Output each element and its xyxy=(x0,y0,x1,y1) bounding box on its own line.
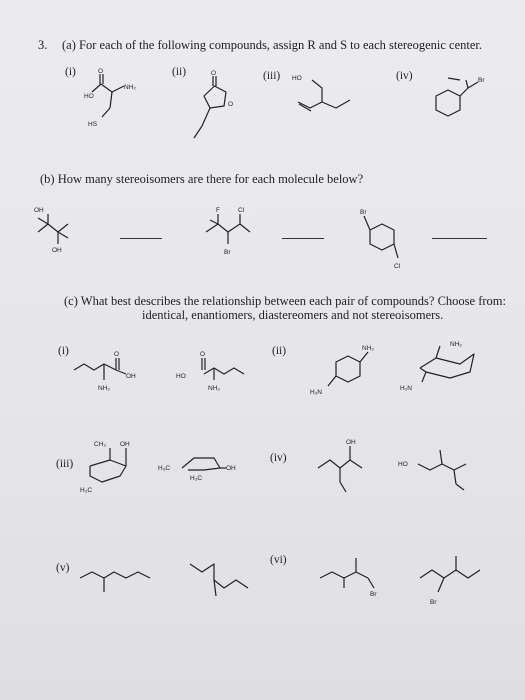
molecule-c-iv-right xyxy=(398,436,488,496)
molecule-a-i xyxy=(80,62,160,132)
oxygen-label: O xyxy=(98,68,104,75)
nh2-label: NH₂ xyxy=(450,341,462,348)
cl-label: Cl xyxy=(238,207,245,214)
molecule-c-iii-right xyxy=(158,446,238,496)
label-c-iv: (iv) xyxy=(270,452,287,464)
molecule-c-vi-right xyxy=(412,546,502,616)
ring-o-label: O xyxy=(228,101,234,108)
nh2-label: NH₂ xyxy=(98,385,110,392)
molecule-c-ii-left xyxy=(310,338,390,408)
br-label: Br xyxy=(370,591,377,598)
molecule-c-ii-right xyxy=(400,338,500,408)
molecule-c-v-right xyxy=(186,552,266,612)
part-b-prompt: (b) How many stereoisomers are there for each molecule below? xyxy=(40,172,364,186)
label-a-iii: (iii) xyxy=(263,70,281,82)
nh2-label: NH₂ xyxy=(362,345,374,352)
cl-label: Cl xyxy=(394,263,401,270)
nh2-label: NH₂ xyxy=(124,84,136,91)
f-label: F xyxy=(216,207,220,214)
h2n-label: H₂N xyxy=(400,385,412,392)
ho-label: HO xyxy=(292,75,302,82)
oh-label: OH xyxy=(52,247,62,254)
molecule-c-iii-left xyxy=(80,436,150,506)
label-c-v: (v) xyxy=(56,562,70,574)
oh-label: OH xyxy=(126,373,136,380)
br-label: Br xyxy=(430,599,437,606)
molecule-a-iii xyxy=(290,66,380,126)
h3c-label: H₃C xyxy=(190,475,203,482)
label-c-ii: (ii) xyxy=(272,345,287,357)
label-c-iii: (iii) xyxy=(56,458,74,470)
ho-label: HO xyxy=(398,461,408,468)
molecule-b-1 xyxy=(28,200,98,270)
carbonyl-o-label: O xyxy=(211,70,217,77)
oh-label: OH xyxy=(346,439,356,446)
h2n-label: H₂N xyxy=(310,389,322,396)
nh2-label: NH₂ xyxy=(208,385,220,392)
o-label: O xyxy=(114,351,120,358)
label-a-i: (i) xyxy=(65,66,76,78)
part-c-choices: identical, enantiomers, diastereomers and not stereoisomers. xyxy=(142,308,444,322)
h3c-label: H₃C xyxy=(158,465,171,472)
answer-blank-b-2[interactable] xyxy=(282,238,324,239)
ho-label: HO xyxy=(176,373,186,380)
answer-blank-b-1[interactable] xyxy=(120,238,162,239)
molecule-c-i-right xyxy=(170,340,260,400)
question-number: 3. xyxy=(38,38,48,52)
oh-label: OH xyxy=(120,441,130,448)
o-label: O xyxy=(200,351,206,358)
label-c-vi: (vi) xyxy=(270,554,287,566)
molecule-a-ii xyxy=(180,66,250,146)
molecule-b-3 xyxy=(360,200,430,275)
label-a-iv: (iv) xyxy=(396,70,413,82)
br-label: Br xyxy=(360,209,367,216)
h3c-label: H₃C xyxy=(80,487,93,494)
molecule-b-2 xyxy=(196,200,276,270)
br-label: Br xyxy=(224,249,231,256)
molecule-c-v-left xyxy=(76,552,166,602)
ho-label: HO xyxy=(84,93,94,100)
molecule-c-i-left xyxy=(68,340,158,400)
part-c-prompt: (c) What best describes the relationship between each pair of compounds? Choose from: xyxy=(64,294,506,308)
part-a-prompt: (a) For each of the following compounds, assign R and S to each stereogenic center. xyxy=(62,38,483,52)
label-c-i: (i) xyxy=(58,345,69,357)
molecule-c-iv-left xyxy=(310,432,380,502)
answer-blank-b-3[interactable] xyxy=(432,238,487,239)
ch3-label: CH₃ xyxy=(94,441,107,448)
br-label: Br xyxy=(478,77,485,84)
molecule-a-iv xyxy=(420,66,500,136)
molecule-c-vi-left xyxy=(316,548,396,608)
oh-label: OH xyxy=(34,207,44,214)
label-a-ii: (ii) xyxy=(172,66,187,78)
oh-label: OH xyxy=(226,465,236,472)
hs-label: HS xyxy=(88,121,98,128)
